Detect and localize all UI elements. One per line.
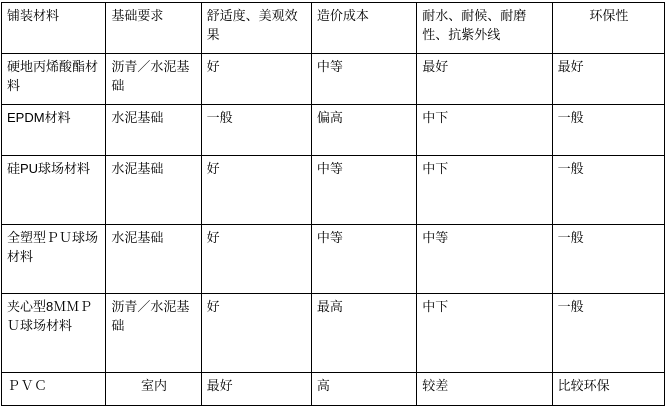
table-row [2,294,665,373]
cell-eco: 一般 [552,105,664,156]
cell-durability: 中下 [417,105,552,156]
cell-eco: 一般 [552,225,664,294]
cell-comfort: 好 [201,54,311,105]
table-row [2,156,665,225]
table-row [2,105,665,156]
cell-comfort: 一般 [201,105,311,156]
cell-base: 水泥基础 [106,156,201,225]
cell-durability: 中等 [417,225,552,294]
cell-comfort: 好 [201,156,311,225]
cell-durability: 最好 [417,54,552,105]
cell-eco: 比较环保 [552,373,664,406]
cell-eco: 一般 [552,156,664,225]
cell-base: 水泥基础 [106,225,201,294]
cell-cost: 高 [311,373,416,406]
cell-durability: 较差 [417,373,552,406]
cell-base: 室内 [106,373,201,406]
material-comparison-table [1,2,665,406]
column-header-cost: 造价成本 [311,3,416,54]
table-row [2,373,665,406]
cell-durability: 中下 [417,294,552,373]
table-row [2,54,665,105]
table-row [2,225,665,294]
cell-base: 沥青／水泥基础 [106,54,201,105]
cell-material: 硬地丙烯酸酯材料 [2,54,106,105]
cell-material: 夹心型8ＭＭＰＵ球场材料 [2,294,106,373]
cell-material: EPDM材料 [2,105,106,156]
cell-comfort: 最好 [201,373,311,406]
cell-cost: 最高 [311,294,416,373]
column-header-base: 基础要求 [106,3,201,54]
cell-comfort: 好 [201,294,311,373]
cell-durability: 中下 [417,156,552,225]
cell-material: ＰＶＣ [2,373,106,406]
material-comparison-table-wrapper [0,2,666,406]
cell-cost: 中等 [311,54,416,105]
cell-material: 硅PU球场材料 [2,156,106,225]
cell-eco: 最好 [552,54,664,105]
column-header-material: 铺装材料 [2,3,106,54]
column-header-durability: 耐水、耐候、耐磨性、抗紫外线 [417,3,552,54]
cell-material: 全塑型ＰＵ球场材料 [2,225,106,294]
cell-eco: 一般 [552,294,664,373]
cell-cost: 中等 [311,225,416,294]
column-header-comfort: 舒适度、美观效果 [201,3,311,54]
cell-comfort: 好 [201,225,311,294]
cell-cost: 偏高 [311,105,416,156]
table-header-row [2,3,665,54]
cell-cost: 中等 [311,156,416,225]
cell-base: 水泥基础 [106,105,201,156]
column-header-eco: 环保性 [552,3,664,54]
cell-base: 沥青／水泥基础 [106,294,201,373]
